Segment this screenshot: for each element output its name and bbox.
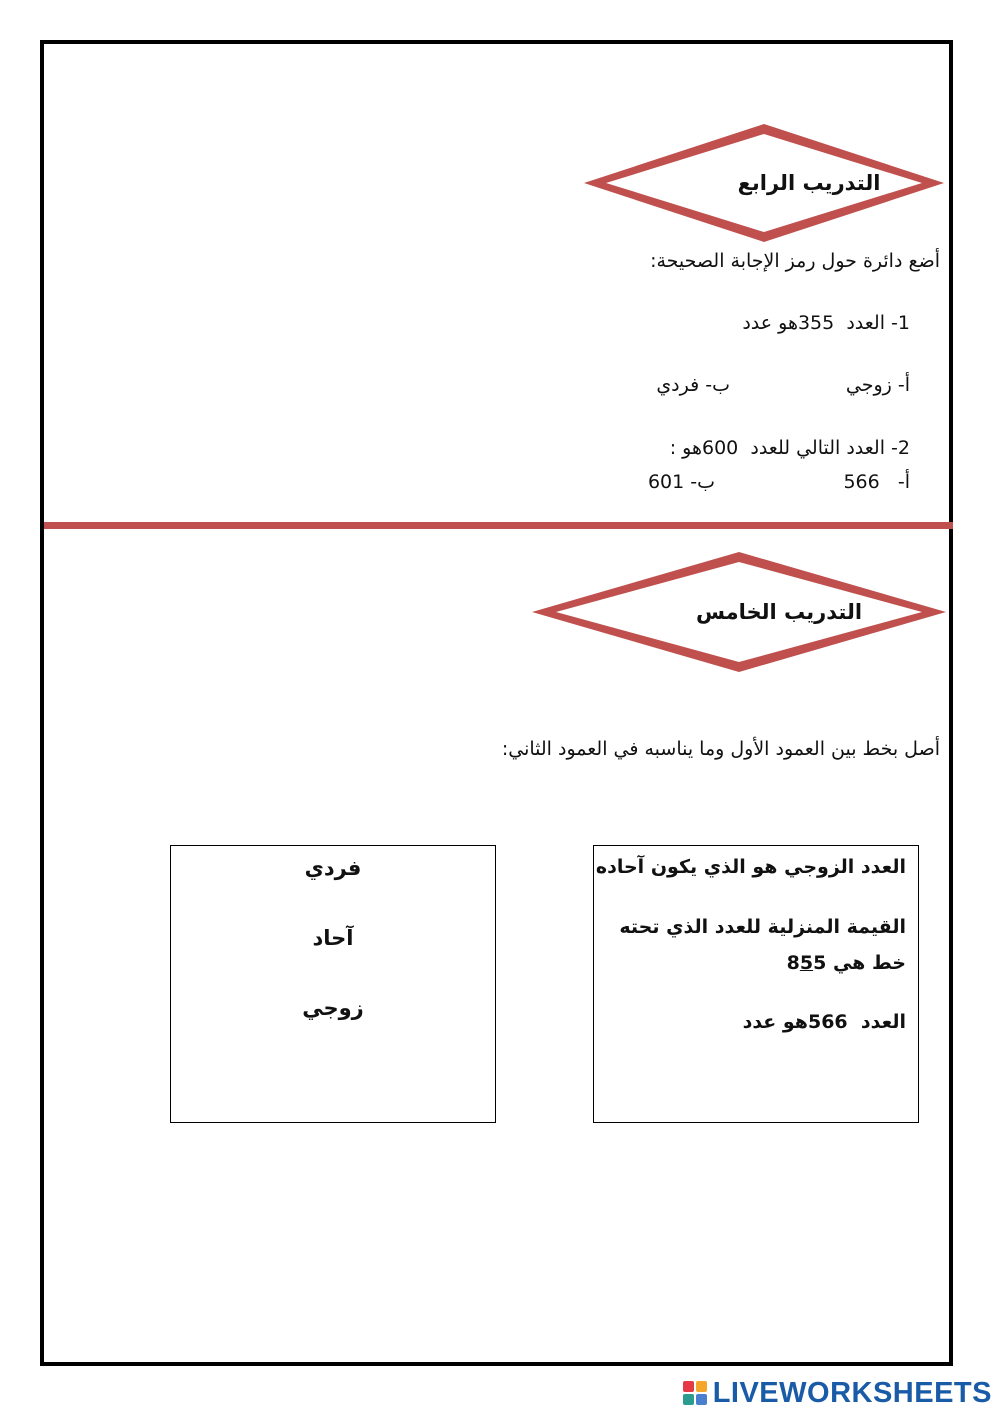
- q2-option-a-value: 566: [843, 471, 880, 493]
- q1-option-b[interactable]: ب- فردي: [656, 374, 730, 396]
- statement-2-prefix: خط هي: [832, 952, 906, 974]
- q2-option-a-label: أ-: [897, 471, 910, 493]
- statement-2-number: [787, 952, 827, 974]
- q2-option-b[interactable]: [648, 471, 715, 493]
- exercise5-title: التدريب الخامس: [695, 600, 863, 624]
- column-one-box: [593, 845, 919, 1123]
- exercise5-instruction: أصل بخط بين العمود الأول وما يناسبه في العمود الثاني:: [501, 738, 940, 760]
- liveworksheets-logo-icon: [683, 1381, 707, 1405]
- match-statement-2[interactable]: [619, 909, 906, 981]
- question-1: [742, 312, 910, 334]
- q2-option-a[interactable]: [843, 471, 910, 493]
- q2-option-b-label: ب-: [690, 471, 715, 493]
- q2-number: 600: [702, 437, 739, 459]
- statement-3-suffix: هو عدد: [742, 1011, 808, 1033]
- liveworksheets-brand[interactable]: [683, 1375, 992, 1411]
- column-two-box: [170, 845, 496, 1123]
- q1-option-a[interactable]: أ- زوجي: [845, 374, 910, 396]
- brand-name: LIVEWORKSHEETS: [712, 1376, 992, 1409]
- match-word-odd[interactable]: فردي: [304, 856, 362, 880]
- match-statement-3[interactable]: [743, 1004, 906, 1040]
- digit-underlined: 5: [799, 952, 814, 974]
- exercise4-title: التدريب الرابع: [737, 171, 881, 195]
- exercise4-instruction: أضع دائرة حول رمز الإجابة الصحيحة:: [650, 250, 940, 272]
- q1-stem-prefix: 1- العدد: [846, 312, 910, 334]
- digit-ones: 5: [813, 952, 827, 974]
- q1-number: 355: [797, 312, 835, 334]
- match-statement-1[interactable]: العدد الزوجي هو الذي يكون آحاده: [595, 856, 906, 878]
- q1-stem-suffix: هو عدد: [742, 312, 798, 334]
- q2-option-b-value: 601: [647, 471, 685, 493]
- statement-3-number: 566: [807, 1011, 848, 1033]
- q2-stem-suffix: هو :: [669, 437, 702, 459]
- statement-2-line-2: [619, 945, 906, 981]
- section-divider: [44, 522, 953, 529]
- match-word-even[interactable]: زوجي: [302, 996, 364, 1020]
- exercise5-title-banner: [530, 550, 948, 674]
- question-2: [670, 437, 910, 459]
- statement-3-prefix: العدد: [860, 1011, 906, 1033]
- match-word-ones[interactable]: آحاد: [312, 926, 354, 950]
- digit-hundreds: 8: [786, 952, 800, 974]
- exercise4-title-banner: [582, 122, 946, 244]
- statement-2-line-1: القيمة المنزلية للعدد الذي تحته: [619, 916, 906, 938]
- q2-stem-prefix: 2- العدد التالي للعدد: [750, 437, 910, 459]
